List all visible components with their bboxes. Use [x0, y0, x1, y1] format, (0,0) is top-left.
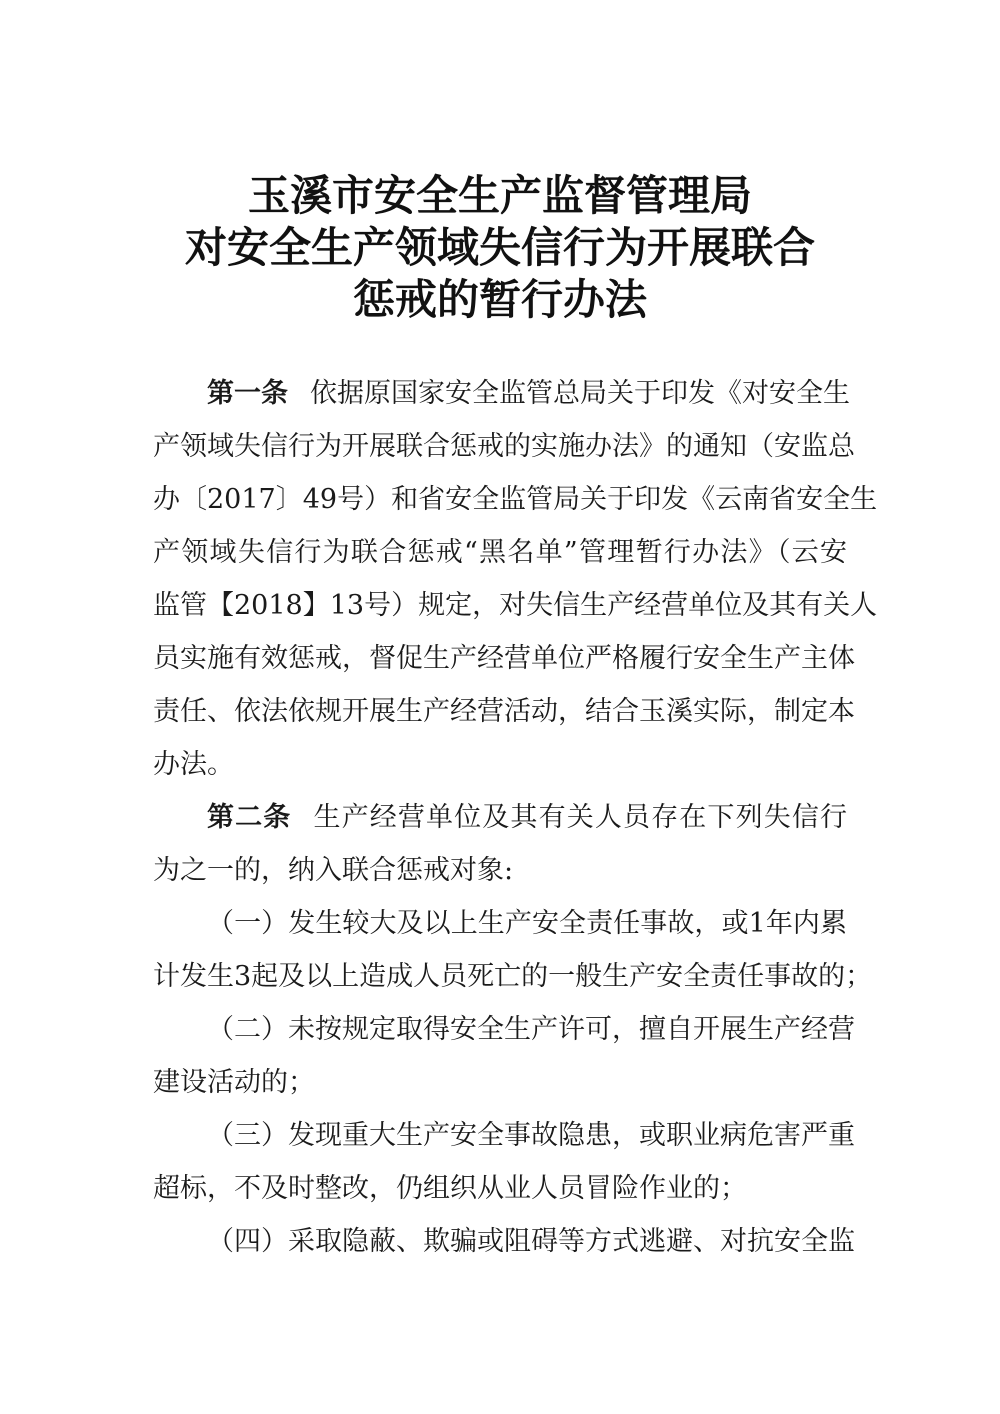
list-item-4-line: （四）采取隐蔽、欺骗或阻碍等方式逃避、对抗安全监 [207, 1226, 855, 1257]
article-1-line: 办〔2017〕49号）和省安全监管局关于印发《云南省安全生 [153, 484, 878, 515]
article-2-text: 生产经营单位及其有关人员存在下列失信行 [313, 802, 848, 833]
list-item-1-line: 计发生3起及以上造成人员死亡的一般生产安全责任事故的； [153, 961, 873, 992]
title-line-3: 惩戒的暂行办法 [352, 275, 647, 324]
article-1-label: 第一条 [207, 378, 288, 409]
list-item-2-line: 建设活动的； [153, 1067, 315, 1098]
list-item-3-line: 超标，不及时整改，仍组织从业人员冒险作业的； [153, 1173, 747, 1204]
article-1-line: 责任、依法依规开展生产经营活动，结合玉溪实际，制定本 [153, 696, 855, 727]
article-1-text: 依据原国家安全监管总局关于印发《对安全生 [310, 378, 850, 409]
list-item-1-line: （一）发生较大及以上生产安全责任事故，或1年内累 [207, 908, 847, 939]
article-1-first-line [207, 374, 850, 414]
article-1-line: 员实施有效惩戒，督促生产经营单位严格履行安全生产主体 [153, 643, 855, 674]
list-item-2-line: （二）未按规定取得安全生产许可，擅自开展生产经营 [207, 1014, 855, 1045]
article-2-label: 第二条 [207, 802, 292, 833]
list-item-3-line: （三）发现重大生产安全事故隐患，或职业病危害严重 [207, 1120, 855, 1151]
article-1-line: 产领域失信行为开展联合惩戒的实施办法》的通知（安监总 [153, 431, 855, 462]
article-1-line: 产领域失信行为联合惩戒“黑名单”管理暂行办法》（云安 [153, 537, 847, 568]
article-1-line: 监管【2018】13号）规定，对失信生产经营单位及其有关人 [153, 590, 878, 621]
title-line-1: 玉溪市安全生产监督管理局 [247, 171, 752, 220]
article-2-line: 为之一的，纳入联合惩戒对象: [153, 855, 514, 886]
article-2-first-line [207, 798, 847, 838]
title-line-2: 对安全生产领域失信行为开展联合 [184, 223, 815, 272]
article-1-line: 办法。 [153, 749, 234, 780]
